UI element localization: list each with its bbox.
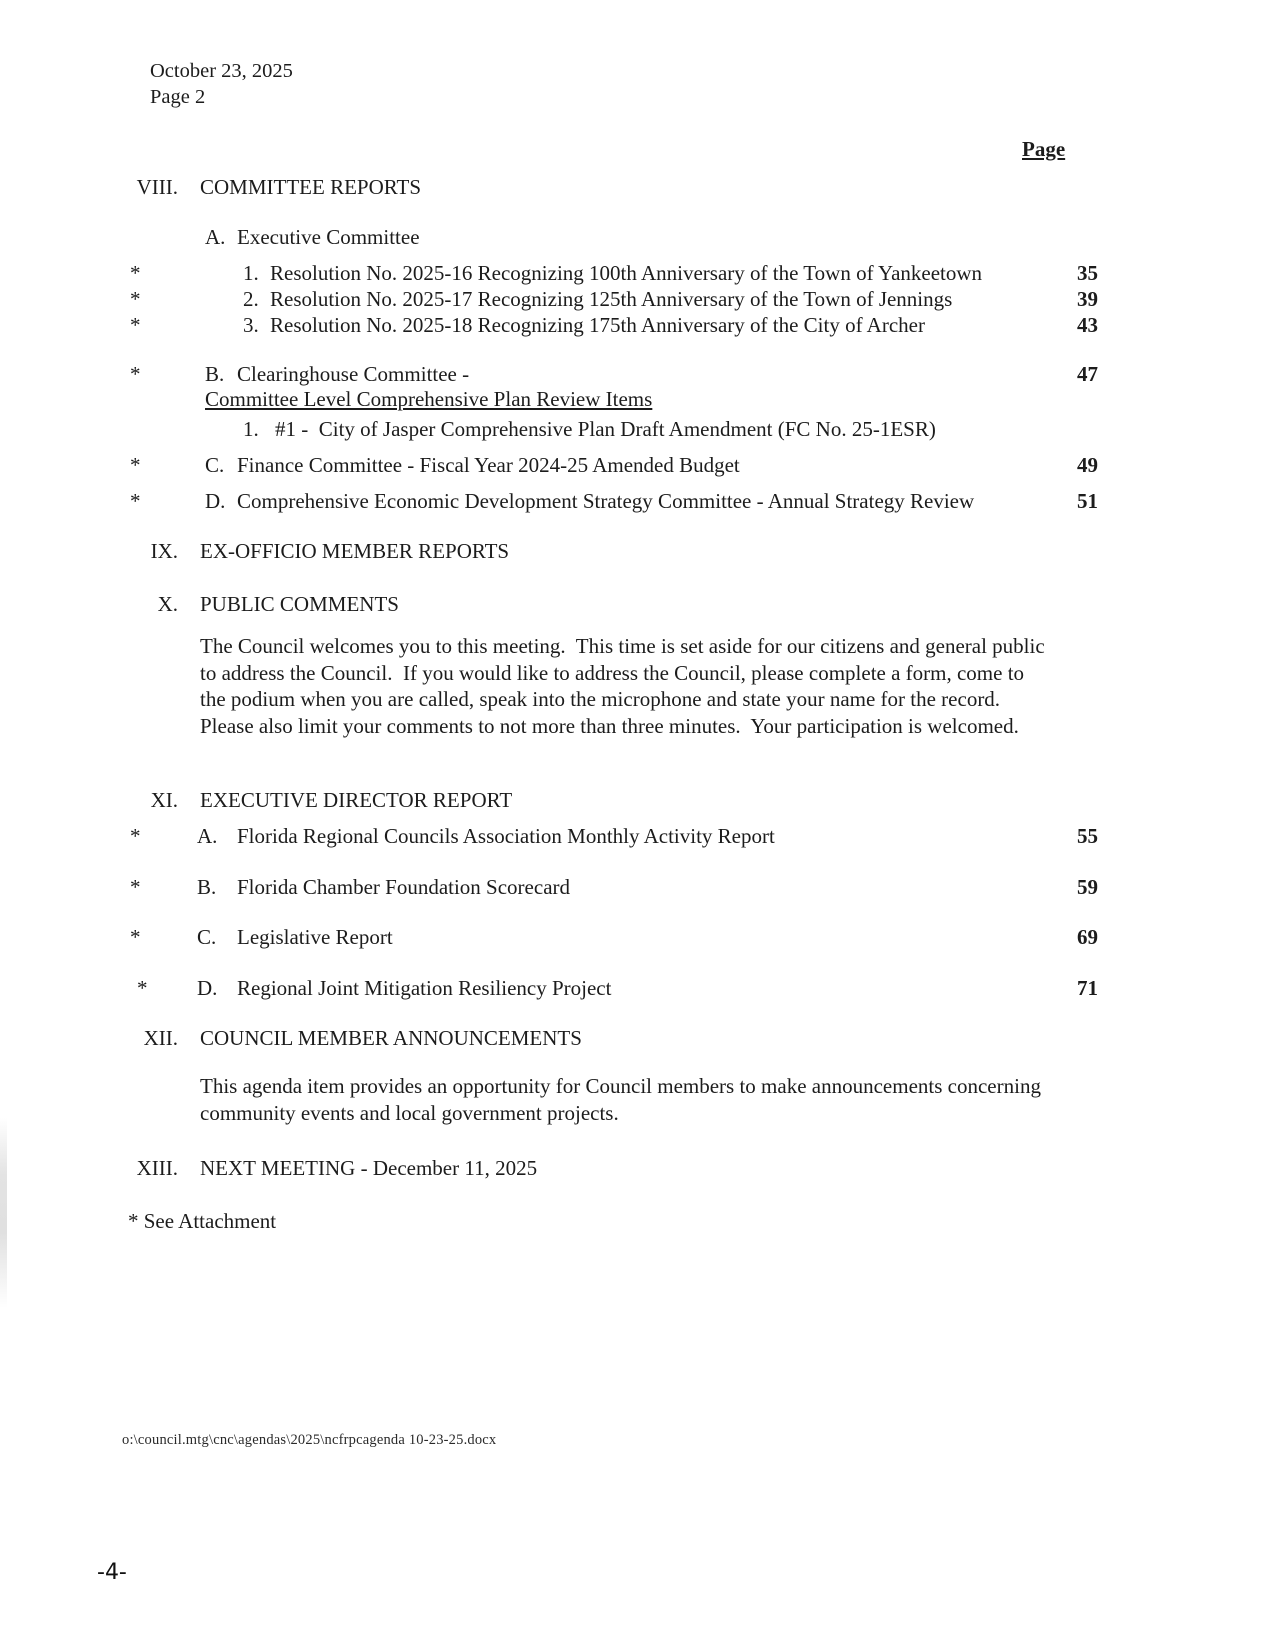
item-title: Clearinghouse Committee - — [237, 362, 470, 386]
document-page-label: Page 2 — [150, 86, 206, 108]
item-number: 1. — [243, 261, 259, 285]
page-ref: 55 — [1077, 824, 1098, 848]
item-title: Executive Committee — [237, 225, 420, 249]
file-path-footer: o:\council.mtg\cnc\agendas\2025\ncfrpcagenda 10-23-25.docx — [122, 1432, 497, 1448]
toc-row-xiii — [0, 1155, 1275, 1182]
page-ref: 43 — [1077, 313, 1098, 337]
section-title: PUBLIC COMMENTS — [200, 592, 399, 616]
item-title: Florida Regional Councils Association Monthly Activity Report — [237, 824, 775, 848]
item-text: Resolution No. 2025-16 Recognizing 100th Anniversary of the Town of Yankeetown — [270, 261, 983, 285]
see-attachment-note: * See Attachment — [128, 1209, 277, 1233]
page-column-header: Page — [1022, 137, 1066, 161]
asterisk-marker: * — [130, 925, 141, 949]
section-numeral: X. — [157, 592, 178, 616]
toc-row-x — [0, 591, 1275, 618]
section-title: NEXT MEETING - December 11, 2025 — [200, 1156, 538, 1180]
public-comments-paragraph: The Council welcomes you to this meeting. This time is set aside for our citizens and general public to address the Council. If you would like to address the Council, please complete a form, come to the podium when you are called, speak into the microphone and state your name for the record. Please also limit your comments to not more than three minutes. Your participation is welcomed. — [200, 634, 1050, 738]
page-ref: 47 — [1077, 362, 1098, 386]
item-number: 3. — [243, 313, 259, 337]
toc-row-viii-d — [0, 488, 1275, 515]
toc-row-xi-a — [0, 823, 1275, 850]
asterisk-marker: * — [130, 362, 141, 386]
scan-artifact — [0, 1118, 7, 1308]
bottom-page-number: -4- — [97, 1560, 127, 1585]
item-title: Finance Committee - Fiscal Year 2024-25 Amended Budget — [237, 453, 740, 477]
section-title: COMMITTEE REPORTS — [200, 175, 422, 199]
toc-row-xi-c — [0, 924, 1275, 951]
asterisk-marker: * — [130, 287, 141, 311]
item-letter: D. — [205, 489, 226, 513]
toc-row-xii — [0, 1025, 1275, 1052]
item-letter: B. — [205, 362, 225, 386]
toc-row-viii-a — [0, 224, 1275, 251]
toc-row-viii-c — [0, 452, 1275, 479]
asterisk-marker: * — [130, 313, 141, 337]
page-ref: 49 — [1077, 453, 1098, 477]
toc-row-xi-b — [0, 874, 1275, 901]
asterisk-marker: * — [130, 261, 141, 285]
item-title: Legislative Report — [237, 925, 393, 949]
page-ref: 39 — [1077, 287, 1098, 311]
item-letter: C. — [205, 453, 225, 477]
item-subtitle-underlined: Committee Level Comprehensive Plan Review Items — [205, 387, 653, 411]
toc-row-viii-b-1 — [0, 416, 1275, 443]
asterisk-marker: * — [130, 453, 141, 477]
announcements-paragraph: This agenda item provides an opportunity for Council members to make announcements concerning community events and local government projects. — [200, 1074, 1047, 1125]
toc-row-viii-b-subtitle — [0, 386, 1275, 413]
section-numeral: XIII. — [136, 1156, 178, 1180]
page-ref: 35 — [1077, 261, 1098, 285]
page-ref: 59 — [1077, 875, 1098, 899]
page-ref: 69 — [1077, 925, 1098, 949]
item-letter: A. — [197, 824, 218, 848]
asterisk-marker: * — [137, 976, 148, 1000]
section-title: EX-OFFICIO MEMBER REPORTS — [200, 539, 510, 563]
item-title: Comprehensive Economic Development Strategy Committee - Annual Strategy Review — [237, 489, 975, 513]
toc-row-viii — [0, 174, 1275, 201]
item-text: #1 - City of Jasper Comprehensive Plan Draft Amendment (FC No. 25-1ESR) — [275, 417, 936, 441]
document-date: October 23, 2025 — [150, 60, 293, 82]
page-ref: 51 — [1077, 489, 1098, 513]
section-title: COUNCIL MEMBER ANNOUNCEMENTS — [200, 1026, 582, 1050]
section-numeral: XII. — [143, 1026, 178, 1050]
item-title: Regional Joint Mitigation Resiliency Project — [237, 976, 612, 1000]
item-letter: C. — [197, 925, 217, 949]
item-text: Resolution No. 2025-17 Recognizing 125th Anniversary of the Town of Jennings — [270, 287, 953, 311]
section-numeral: IX. — [150, 539, 178, 563]
toc-row-viii-a-2 — [0, 286, 1275, 313]
item-number: 2. — [243, 287, 259, 311]
asterisk-marker: * — [130, 824, 141, 848]
toc-row-xi-d — [0, 975, 1275, 1002]
toc-row-viii-a-1 — [0, 260, 1275, 287]
toc-row-viii-a-3 — [0, 312, 1275, 339]
section-numeral: XI. — [150, 788, 178, 812]
toc-row-viii-b — [0, 361, 1275, 388]
item-title: Florida Chamber Foundation Scorecard — [237, 875, 571, 899]
toc-row-ix — [0, 538, 1275, 565]
section-title: EXECUTIVE DIRECTOR REPORT — [200, 788, 513, 812]
page-ref: 71 — [1077, 976, 1098, 1000]
item-letter: B. — [197, 875, 217, 899]
item-letter: D. — [197, 976, 218, 1000]
item-text: Resolution No. 2025-18 Recognizing 175th Anniversary of the City of Archer — [270, 313, 925, 337]
asterisk-marker: * — [130, 489, 141, 513]
item-letter: A. — [205, 225, 226, 249]
toc-row-xi — [0, 787, 1275, 814]
section-numeral: VIII. — [136, 175, 178, 199]
item-number: 1. — [243, 417, 259, 441]
asterisk-marker: * — [130, 875, 141, 899]
